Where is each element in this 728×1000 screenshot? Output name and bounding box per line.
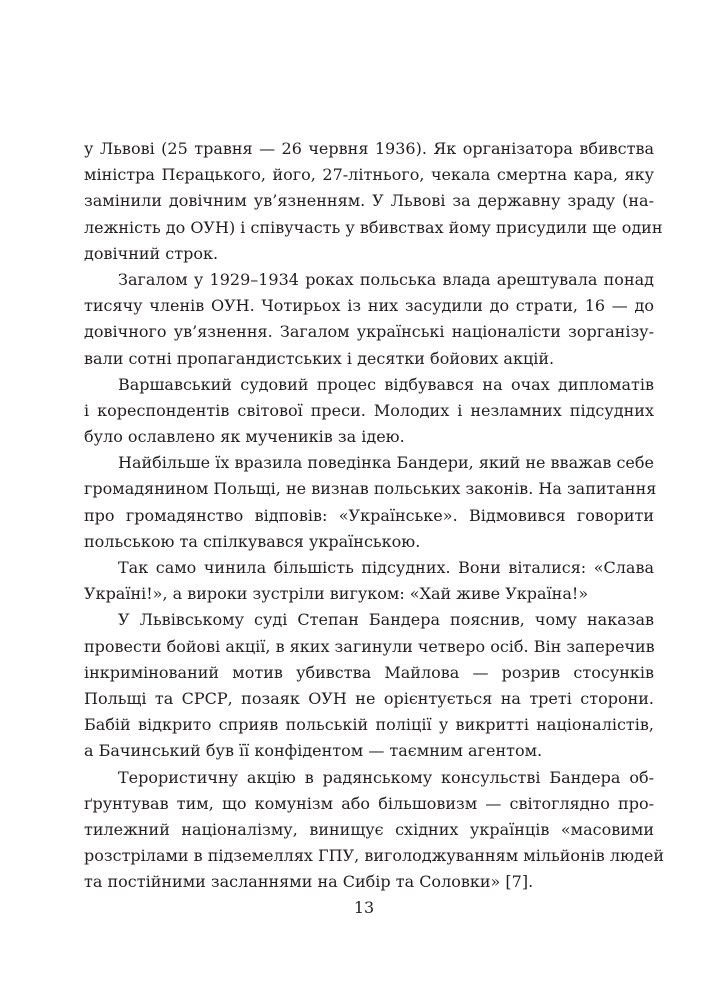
paragraph-line: інкримінований мотив убивства Майлова — розрив стосунків	[84, 662, 654, 682]
paragraph-line: лежність до ОУН) і співучасть у вбивствах йому присудили ще один	[84, 217, 663, 237]
paragraph-line: тилежний націоналізму, винищує східних українців «масовими	[84, 819, 654, 839]
paragraph-line: довічного ув’язнення. Загалом українські націоналісти зорганізу-	[84, 322, 654, 342]
paragraph-line: про громадянство відповів: «Українське». Відмовився говорити	[84, 505, 654, 525]
paragraph-line: замінили довічним ув’язненням. У Львові за державну зраду (на-	[84, 191, 654, 211]
page-number: 13	[353, 898, 375, 917]
paragraph-line: Так само чинила більшість підсудних. Вони віталися: «Слава	[118, 558, 654, 577]
paragraph-line: у Львові (25 травня — 26 червня 1936). Як організатора вбивства	[84, 139, 654, 158]
body-text	[84, 136, 664, 895]
paragraph-line: розстрілами в підземеллях ГПУ, виголоджуванням мільйонів людей	[84, 846, 664, 866]
paragraph-line: Бабій відкрито сприяв польській поліції у викритті націоналістів,	[84, 715, 654, 735]
paragraph-line: вали сотні пропагандистських і десятки бойових акцій.	[84, 348, 555, 368]
paragraph-line: а Бачинський був її конфідентом — таємним агентом.	[84, 741, 543, 761]
paragraph-line: та постійними засланнями на Сибір та Соловки» [7].	[84, 872, 534, 892]
paragraph-line: польською та спілкувався українською.	[84, 531, 421, 551]
paragraph-line: Варшавський судовий процес відбувався на очах дипломатів	[118, 374, 654, 394]
paragraph-line: Загалом у 1929–1934 роках польська влада арештувала понад	[118, 269, 654, 289]
paragraph-line: Терористичну акцію в радянському консульстві Бандера об-	[118, 767, 654, 787]
paragraph-line: Україні!», а вироки зустріли вигуком: «Хай живе Україна!»	[84, 584, 589, 604]
paragraph-line: було ославлено як мучеників за ідею.	[84, 427, 405, 447]
paragraph-line: провести бойові акції, в яких загинули четверо осіб. Він заперечив	[84, 636, 655, 656]
paragraph-line: і кореспондентів світової преси. Молодих і незламних підсудних	[84, 400, 654, 420]
paragraph-line: Найбільше їх вразила поведінка Бандери, який не вважав себе	[118, 453, 654, 473]
paragraph-line: міністра Пєрацького, його, 27-літнього, чекала смертна кара, яку	[84, 165, 654, 185]
paragraph-line: У Львівському суді Степан Бандера пояснив, чому наказав	[118, 610, 654, 630]
paragraph-line: громадянином Польщі, не визнав польських законів. На запитання	[84, 479, 657, 499]
paragraph-line: ґрунтував тим, що комунізм або більшовизм — світоглядно про-	[84, 793, 654, 813]
paragraph-line: довічний строк.	[84, 243, 219, 263]
paragraph-line: тисячу членів ОУН. Чотирьох із них засудили до страти, 16 — до	[84, 296, 654, 316]
paragraph-line: Польщі та СРСР, позаяк ОУН не орієнтується на треті сторони.	[84, 688, 654, 708]
